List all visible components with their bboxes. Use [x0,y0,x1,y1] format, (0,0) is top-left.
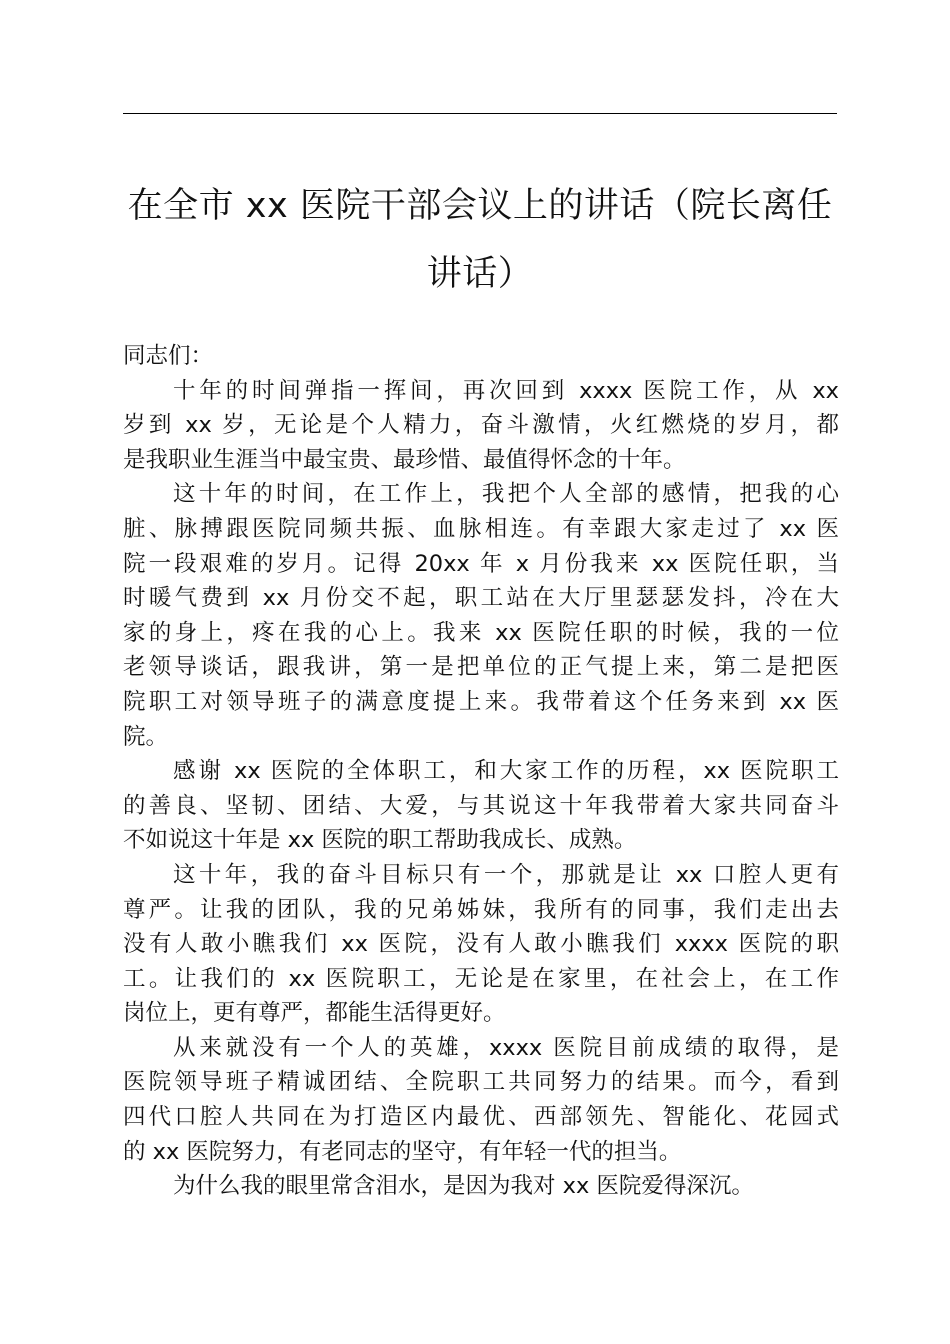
paragraph-line: 没有人敢小瞧我们 xx 医院，没有人敢小瞧我们 xxxx 医院的职 [123,931,839,958]
title-line: 在全市 xx 医院干部会议上的讲话（院长离任 [127,186,833,226]
paragraph-line: 的善良、坚韧、团结、大爱，与其说这十年我带着大家共同奋斗 [123,792,839,819]
paragraph-line: 脏、脉搏跟医院同频共振、血脉相连。有幸跟大家走过了 xx 医 [123,515,839,542]
paragraph-line: 是我职业生涯当中最宝贵、最珍惜、最值得怀念的十年。 [123,446,686,473]
title-line: 讲话） [426,254,534,294]
salutation: 同志们： [123,343,214,369]
paragraph-line: 院一段艰难的岁月。记得 20xx 年 x 月份我来 xx 医院任职，当 [123,550,839,577]
paragraph-line: 医院领导班子精诚团结、全院职工共同努力的结果。而今，看到 [123,1069,839,1096]
paragraph-line: 的 xx 医院努力，有老同志的坚守，有年轻一代的担当。 [123,1138,682,1165]
paragraph-line: 家的身上，疼在我的心上。我来 xx 医院任职的时候，我的一位 [123,619,839,646]
paragraph-line: 感谢 xx 医院的全体职工，和大家工作的历程，xx 医院职工 [173,758,839,785]
paragraph-line: 岁到 xx 岁，无论是个人精力，奋斗激情，火红燃烧的岁月，都 [123,412,839,439]
paragraph-1 [123,374,839,478]
paragraph-line: 这十年，我的奋斗目标只有一个，那就是让 xx 口腔人更有 [173,861,839,888]
paragraph-line: 尊严。让我的团队，我的兄弟姊妹，我所有的同事，我们走出去 [123,896,839,923]
paragraph-5 [123,1031,839,1169]
paragraph-line: 不如说这十年是 xx 医院的职工帮助我成长、成熟。 [123,827,637,854]
document-title [123,172,837,308]
speech-body [123,339,839,1204]
paragraph-6 [123,1169,839,1204]
paragraph-line: 为什么我的眼里常含泪水，是因为我对 xx 医院爱得深沉。 [173,1173,754,1200]
paragraph-4 [123,858,839,1031]
paragraph-line: 四代口腔人共同在为打造区内最优、西部领先、智能化、花园式 [123,1104,839,1131]
paragraph-line: 十年的时间弹指一挥间，再次回到 xxxx 医院工作，从 xx [173,377,839,404]
paragraph-line: 老领导谈话，跟我讲，第一是把单位的正气提上来，第二是把医 [123,654,839,681]
paragraph-line: 院职工对领导班子的满意度提上来。我带着这个任务来到 xx 医 [123,688,839,715]
paragraph-line: 院。 [123,723,169,750]
header-rule [123,113,837,114]
paragraph-2 [123,477,839,754]
paragraph-line: 这十年的时间，在工作上，我把个人全部的感情，把我的心 [173,481,839,508]
paragraph-line: 时暖气费到 xx 月份交不起，职工站在大厅里瑟瑟发抖，冷在大 [123,585,839,612]
paragraph-3 [123,754,839,858]
paragraph-line: 岗位上，更有尊严，都能生活得更好。 [123,1000,506,1027]
paragraph-line: 从来就没有一个人的英雄，xxxx 医院目前成绩的取得，是 [173,1034,839,1061]
paragraph-line: 工。让我们的 xx 医院职工，无论是在家里，在社会上，在工作 [123,965,839,992]
